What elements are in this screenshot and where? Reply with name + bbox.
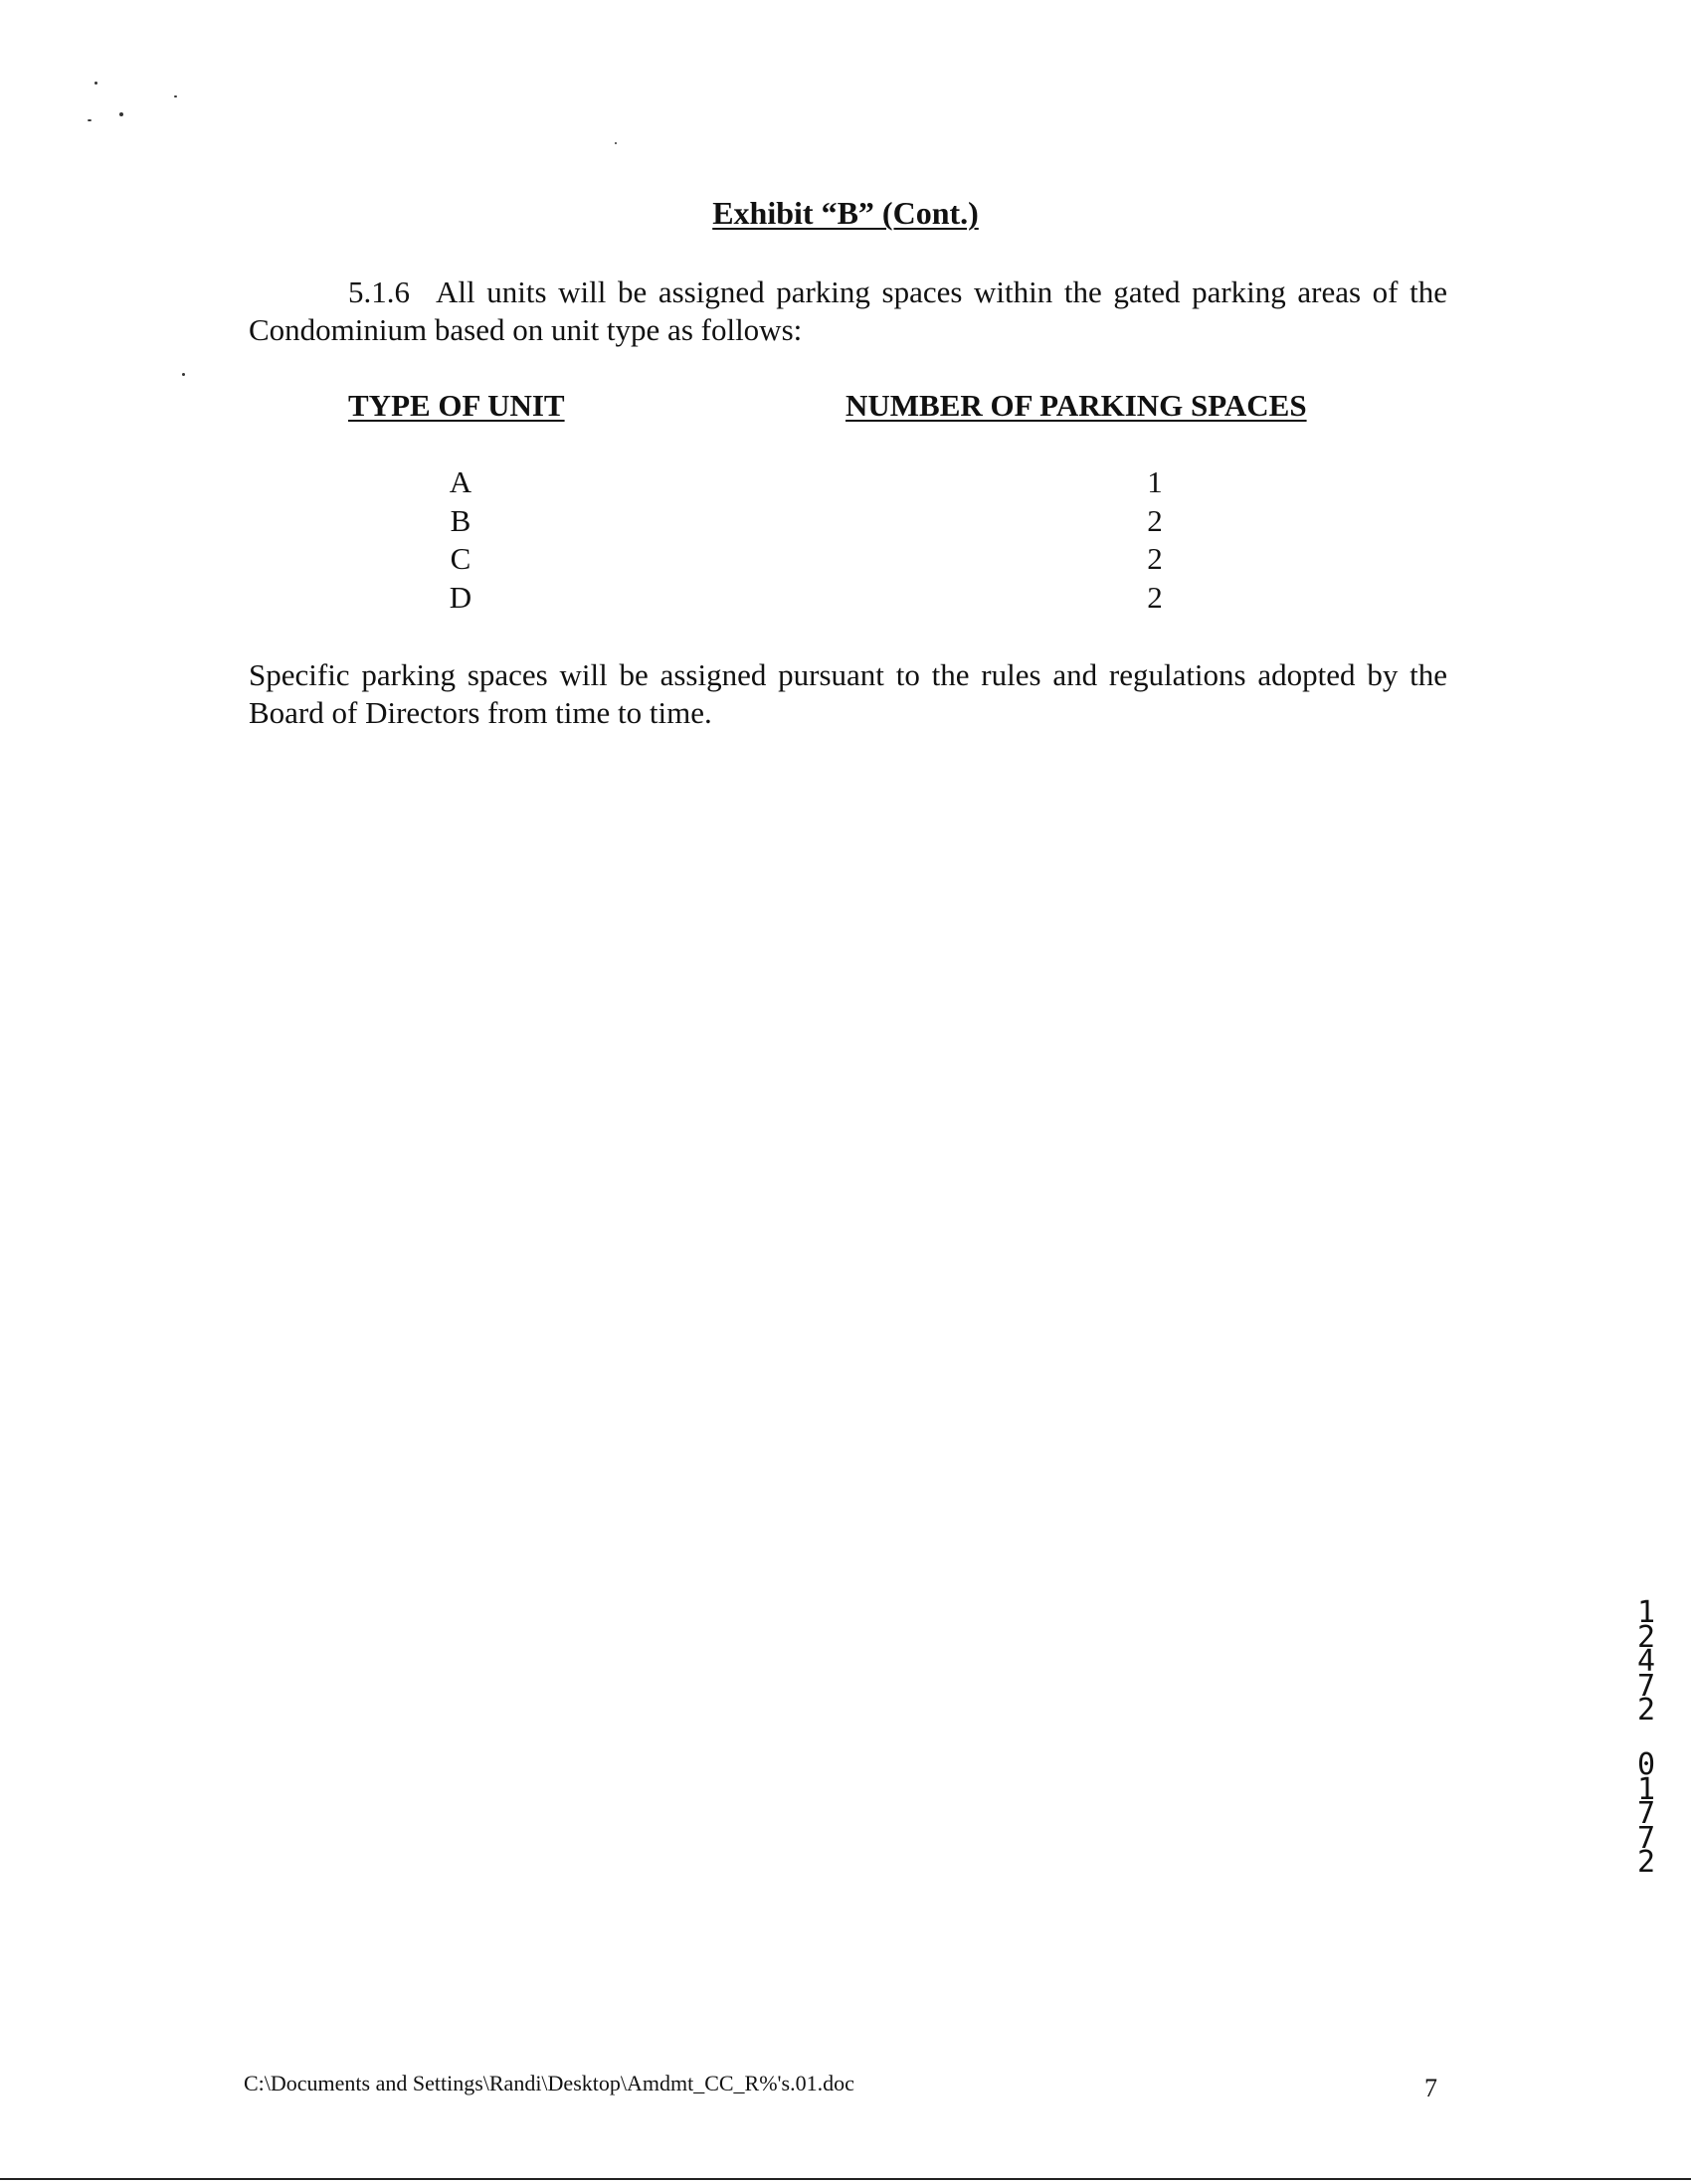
stamp-digit: 2 <box>1636 1845 1656 1881</box>
stamp-digit: 7 <box>1636 1668 1656 1704</box>
stamp-digit: 4 <box>1636 1644 1656 1680</box>
stamp-digit: 2 <box>1636 1693 1656 1729</box>
unit-type-cell: D <box>449 579 472 615</box>
page-bottom-edge <box>0 2178 1691 2180</box>
unit-type-cell: B <box>450 502 471 538</box>
scan-speck <box>182 373 185 376</box>
column-header-unit-type: TYPE OF UNIT <box>348 388 565 423</box>
table-row <box>0 503 1691 542</box>
scan-speck <box>615 142 617 144</box>
parking-spaces-cell: 2 <box>1147 541 1163 576</box>
scan-speck <box>119 112 123 116</box>
unit-type-cell: C <box>450 541 471 576</box>
parking-spaces-cell: 2 <box>1147 579 1163 615</box>
scan-speck <box>94 82 97 85</box>
table-row <box>0 541 1691 580</box>
table-row <box>0 580 1691 619</box>
stamp-digit: 1 <box>1636 1771 1656 1807</box>
exhibit-title: Exhibit “B” (Cont.) <box>712 195 979 231</box>
section-text: All units will be assigned parking spaces within the gated parking areas of the Condominium based on unit type as follows: <box>249 274 1447 347</box>
scan-speck <box>174 95 177 97</box>
unit-type-cell: A <box>449 464 472 499</box>
scan-speck <box>88 119 92 121</box>
stamp-digit: 2 <box>1636 1619 1656 1655</box>
stamp-digit: 0 <box>1636 1746 1656 1782</box>
section-number: 5.1.6 <box>348 274 410 309</box>
stamp-digit: 1 <box>1636 1595 1656 1630</box>
parking-spaces-cell: 2 <box>1147 502 1163 538</box>
table-row <box>0 464 1691 503</box>
footer-file-path: C:\Documents and Settings\Randi\Desktop\Amdmt_CC_R%'s.01.doc <box>244 2071 854 2095</box>
page-number: 7 <box>1424 2074 1437 2102</box>
stamp-digit: 7 <box>1636 1796 1656 1832</box>
closing-paragraph: Specific parking spaces will be assigned pursuant to the rules and regulations adopted by the Board of Directors from time to time. <box>249 657 1447 730</box>
stamp-digit: 7 <box>1636 1820 1656 1856</box>
recording-stamp <box>1631 1595 1661 1881</box>
parking-table <box>0 464 1691 618</box>
column-header-parking-spaces: NUMBER OF PARKING SPACES <box>846 388 1307 423</box>
section-paragraph <box>249 273 1447 349</box>
parking-spaces-cell: 1 <box>1147 464 1163 499</box>
